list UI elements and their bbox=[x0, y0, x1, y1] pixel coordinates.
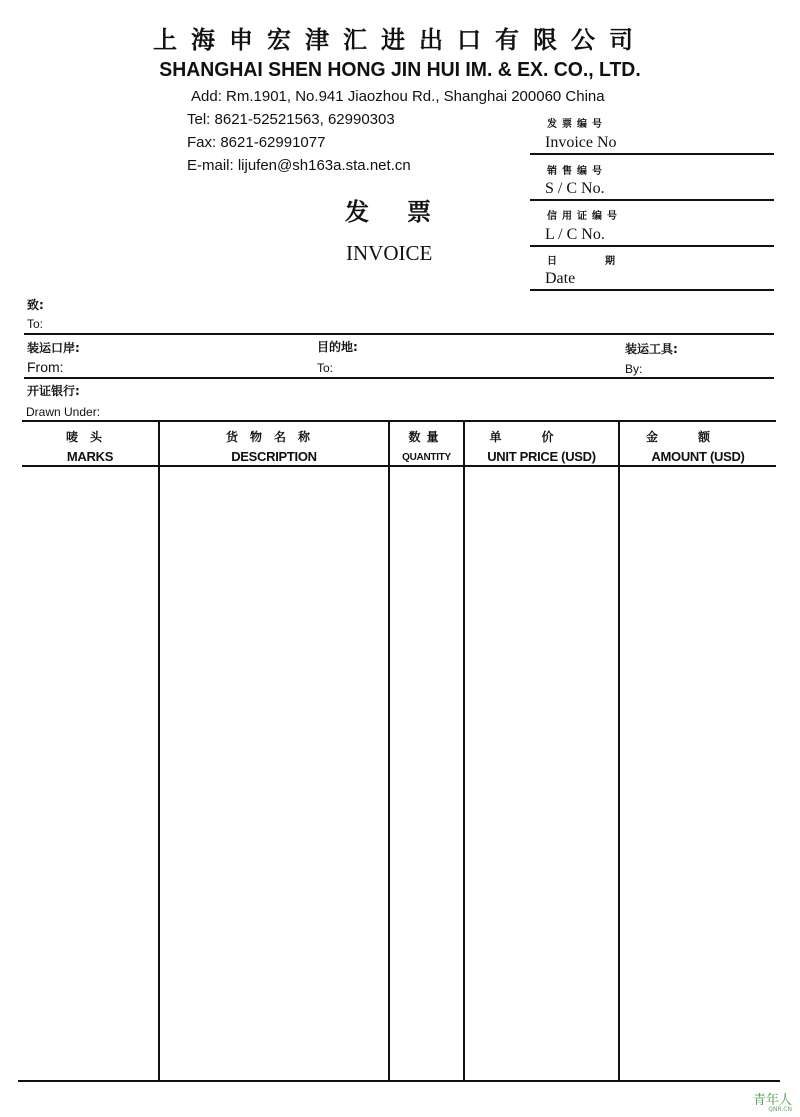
document-title-cn: 发票 bbox=[345, 197, 469, 226]
company-email: E-mail: lijufen@sh163a.sta.net.cn bbox=[187, 157, 411, 174]
company-name-en: SHANGHAI SHEN HONG JIN HUI IM. & EX. CO., LTD. bbox=[159, 59, 641, 81]
destination-label-cn: 目的地: bbox=[317, 340, 358, 354]
from-label-cn: 装运口岸: bbox=[27, 341, 80, 355]
destination-label: To: bbox=[317, 361, 334, 375]
invoice-no-label-cn: 发票编号 bbox=[547, 119, 607, 130]
date-field[interactable] bbox=[530, 289, 774, 291]
lc-no-label: L / C No. bbox=[545, 226, 605, 243]
to-label-cn: 致: bbox=[27, 298, 44, 312]
document-title-en: INVOICE bbox=[346, 241, 433, 265]
unit-price-header: UNIT PRICE (USD) bbox=[487, 449, 596, 464]
marks-header: MARKS bbox=[66, 449, 114, 464]
date-label-cn: 日期 bbox=[547, 256, 663, 267]
date-label: Date bbox=[545, 270, 576, 287]
column-divider bbox=[618, 421, 620, 1081]
to-field[interactable] bbox=[24, 333, 774, 335]
watermark-text: 青年人 bbox=[752, 1093, 792, 1108]
drawn-under-label: Drawn Under: bbox=[26, 405, 101, 419]
column-divider bbox=[463, 421, 465, 1081]
sc-no-label: S / C No. bbox=[545, 180, 605, 197]
table-header-rule bbox=[22, 465, 776, 467]
description-header-cn: 货物名称 bbox=[225, 430, 322, 444]
shipping-field[interactable] bbox=[24, 377, 774, 379]
sc-no-field[interactable] bbox=[530, 199, 774, 201]
quantity-header: QUANTITY bbox=[402, 452, 451, 463]
from-label: From: bbox=[27, 359, 64, 375]
quantity-header-cn: 数量 bbox=[408, 430, 445, 444]
transport-label-cn: 装运工具: bbox=[625, 342, 678, 356]
invoice-no-field[interactable] bbox=[530, 153, 774, 155]
column-divider bbox=[158, 421, 160, 1081]
watermark-sub: QNR.CN bbox=[768, 1106, 792, 1113]
invoice-no-label: Invoice No bbox=[545, 134, 617, 151]
column-divider bbox=[388, 421, 390, 1081]
to-label: To: bbox=[27, 317, 44, 331]
description-header: DESCRIPTION bbox=[231, 449, 317, 464]
amount-header: AMOUNT (USD) bbox=[651, 449, 745, 464]
sc-no-label-cn: 销售编号 bbox=[547, 166, 607, 177]
company-fax: Fax: 8621-62991077 bbox=[187, 134, 326, 151]
unit-price-header-cn: 单价 bbox=[489, 430, 594, 444]
table-top-rule bbox=[22, 420, 776, 422]
company-address: Add: Rm.1901, No.941 Jiaozhou Rd., Shanghai 200060 China bbox=[191, 88, 605, 105]
lc-no-label-cn: 信用证编号 bbox=[547, 211, 622, 222]
transport-label: By: bbox=[625, 362, 643, 376]
company-name-cn: 上海申宏津汇进出口有限公司 bbox=[153, 25, 647, 54]
drawn-under-label-cn: 开证银行: bbox=[27, 384, 80, 398]
amount-header-cn: 金额 bbox=[645, 430, 750, 444]
table-bottom-rule bbox=[18, 1080, 780, 1082]
watermark bbox=[753, 1094, 792, 1113]
company-tel: Tel: 8621-52521563, 62990303 bbox=[187, 111, 395, 128]
lc-no-field[interactable] bbox=[530, 245, 774, 247]
marks-header-cn: 唛头 bbox=[65, 430, 114, 444]
